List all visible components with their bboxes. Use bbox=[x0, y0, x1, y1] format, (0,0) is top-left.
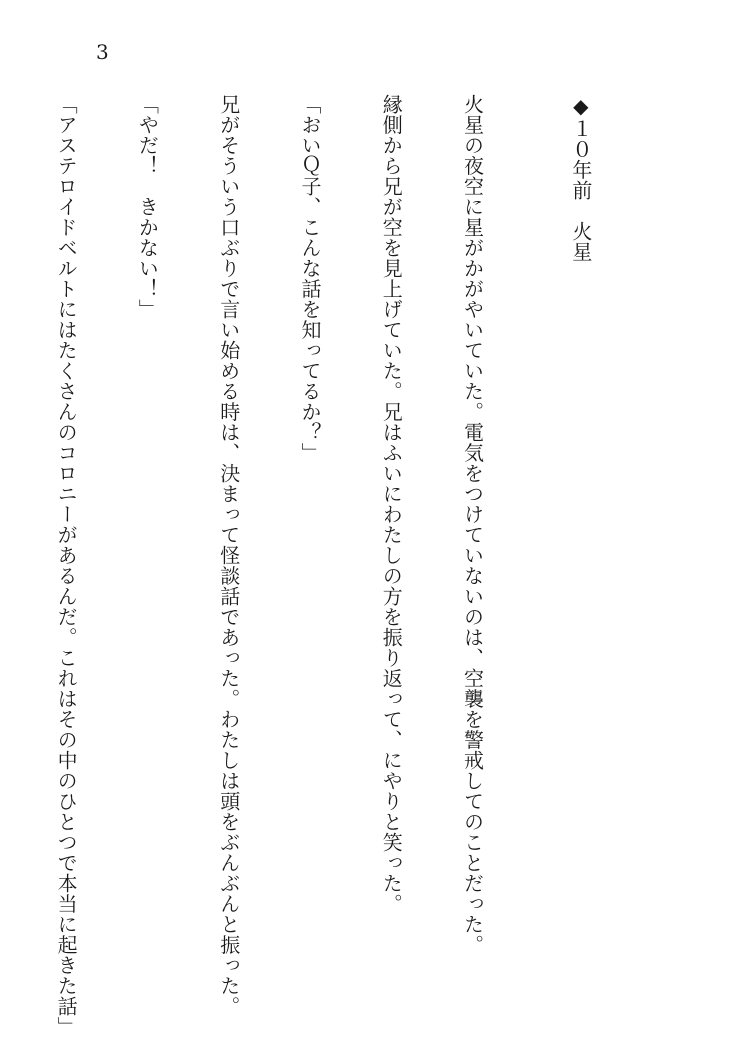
text-line: 兄がそういう口ぶりで言い始める時は、決まって怪談話であった。わたしは頭をぶんぶんと振った。 bbox=[216, 94, 241, 1017]
vertical-text-block bbox=[0, 94, 648, 1037]
text-line: 「やだ！ きかない！」 bbox=[135, 94, 160, 320]
text-line: 火星の夜空に星がかがやいていた。電気をつけていないのは、空襲を警戒してのことだった。 bbox=[460, 94, 485, 955]
text-line: 「アステロイドベルトにはたくさんのコロニーがあるんだ。これはその中のひとつで本当に起きた話」 bbox=[54, 94, 79, 1037]
page-number: 3 bbox=[96, 40, 109, 64]
text-line: 「おいＱ子、こんな話を知ってるか？」 bbox=[297, 94, 322, 463]
section-heading: ◆１０年前 火星 bbox=[568, 94, 593, 262]
text-line: 縁側から兄が空を見上げていた。兄はふいにわたしの方を振り返って、にやりと笑った。 bbox=[379, 94, 404, 914]
